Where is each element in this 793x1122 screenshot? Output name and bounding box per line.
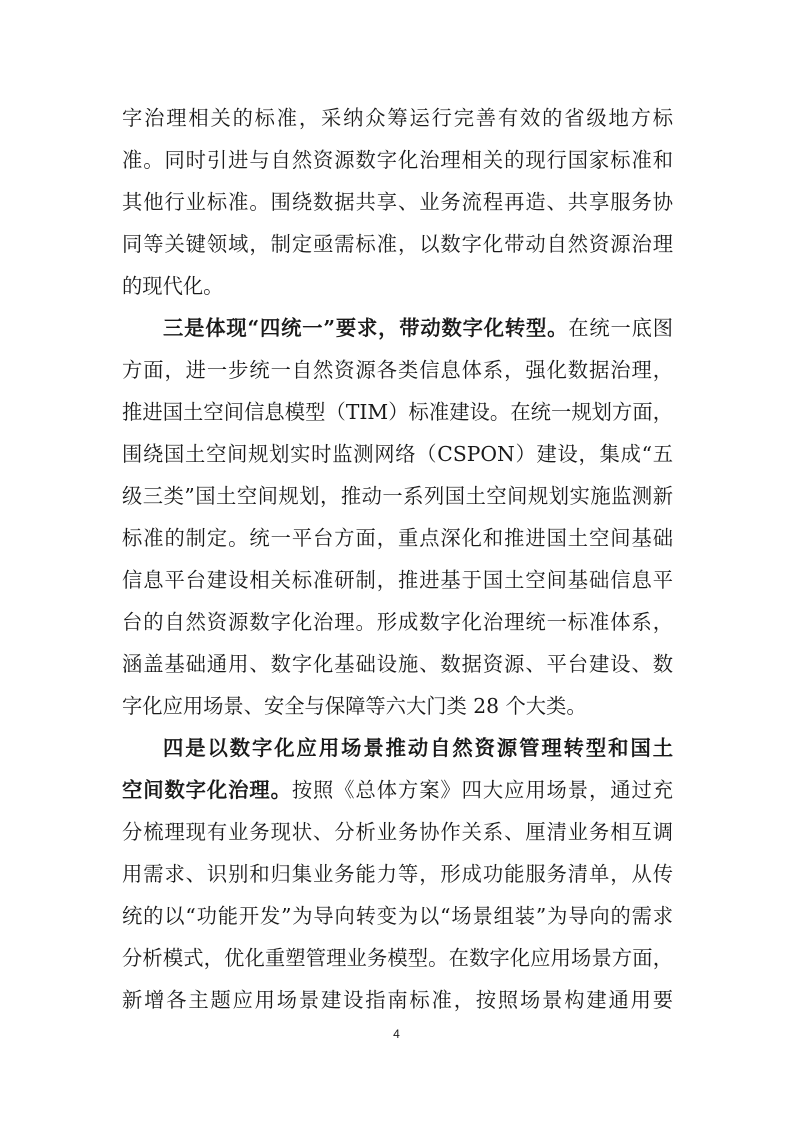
body-text-line: 新增各主题应用场景建设指南标准，按照场景构建通用要 <box>122 988 673 1012</box>
body-text-line: 分析模式，优化重塑管理业务模型。在数字化应用场景方面， <box>122 946 673 970</box>
body-text-line: 涵盖基础通用、数字化基础设施、数据资源、平台建设、数 <box>122 652 673 676</box>
body-text-line: 方面，进一步统一自然资源各类信息体系，强化数据治理， <box>122 358 673 382</box>
body-text-line: 围绕国土空间规划实时监测网络（CSPON）建设，集成“五 <box>122 442 673 466</box>
body-text-line: 信息平台建设相关标准研制，推进基于国土空间基础信息平 <box>122 568 673 592</box>
body-text-line: 级三类”国土空间规划，推动一系列国土空间规划实施监测新 <box>122 484 673 508</box>
page-number: 4 <box>393 1027 400 1041</box>
body-text-line: 的现代化。 <box>122 274 224 298</box>
body-text-line: 标准的制定。统一平台方面，重点深化和推进国土空间基础 <box>122 526 673 550</box>
paragraph-lead-line: 三是体现“四统一”要求，带动数字化转型。在统一底图 <box>163 316 673 340</box>
body-text-line: 推进国土空间信息模型（TIM）标准建设。在统一规划方面， <box>122 400 673 424</box>
body-text-line: 用需求、识别和归集业务能力等，形成功能服务清单，从传 <box>122 862 673 886</box>
body-text-line: 分梳理现有业务现状、分析业务协作关系、厘清业务相互调 <box>122 820 673 844</box>
paragraph-lead-line <box>163 731 673 765</box>
bold-lead-phrase: 三是体现“四统一”要求，带动数字化转型。 <box>163 316 569 340</box>
body-text-line: 台的自然资源数字化治理。形成数字化治理统一标准体系， <box>122 610 673 634</box>
body-text-line: 字化应用场景、安全与保障等六大门类 28 个大类。 <box>122 694 587 718</box>
body-text-line: 字治理相关的标准，采纳众筹运行完善有效的省级地方标 <box>122 106 673 130</box>
body-text-line: 统的以“功能开发”为导向转变为以“场景组装”为导向的需求 <box>122 904 673 928</box>
body-text-line: 其他行业标准。围绕数据共享、业务流程再造、共享服务协 <box>122 190 673 214</box>
bold-lead-phrase: 四是以数字化应用场景推动自然资源管理转型和国土 <box>163 736 673 760</box>
bold-lead-phrase: 空间数字化治理。 <box>122 778 292 802</box>
body-text-line: 空间数字化治理。按照《总体方案》四大应用场景，通过充 <box>122 778 673 802</box>
body-text-line: 同等关键领域，制定亟需标准，以数字化带动自然资源治理 <box>122 232 673 256</box>
body-text-line: 准。同时引进与自然资源数字化治理相关的现行国家标准和 <box>122 148 673 172</box>
